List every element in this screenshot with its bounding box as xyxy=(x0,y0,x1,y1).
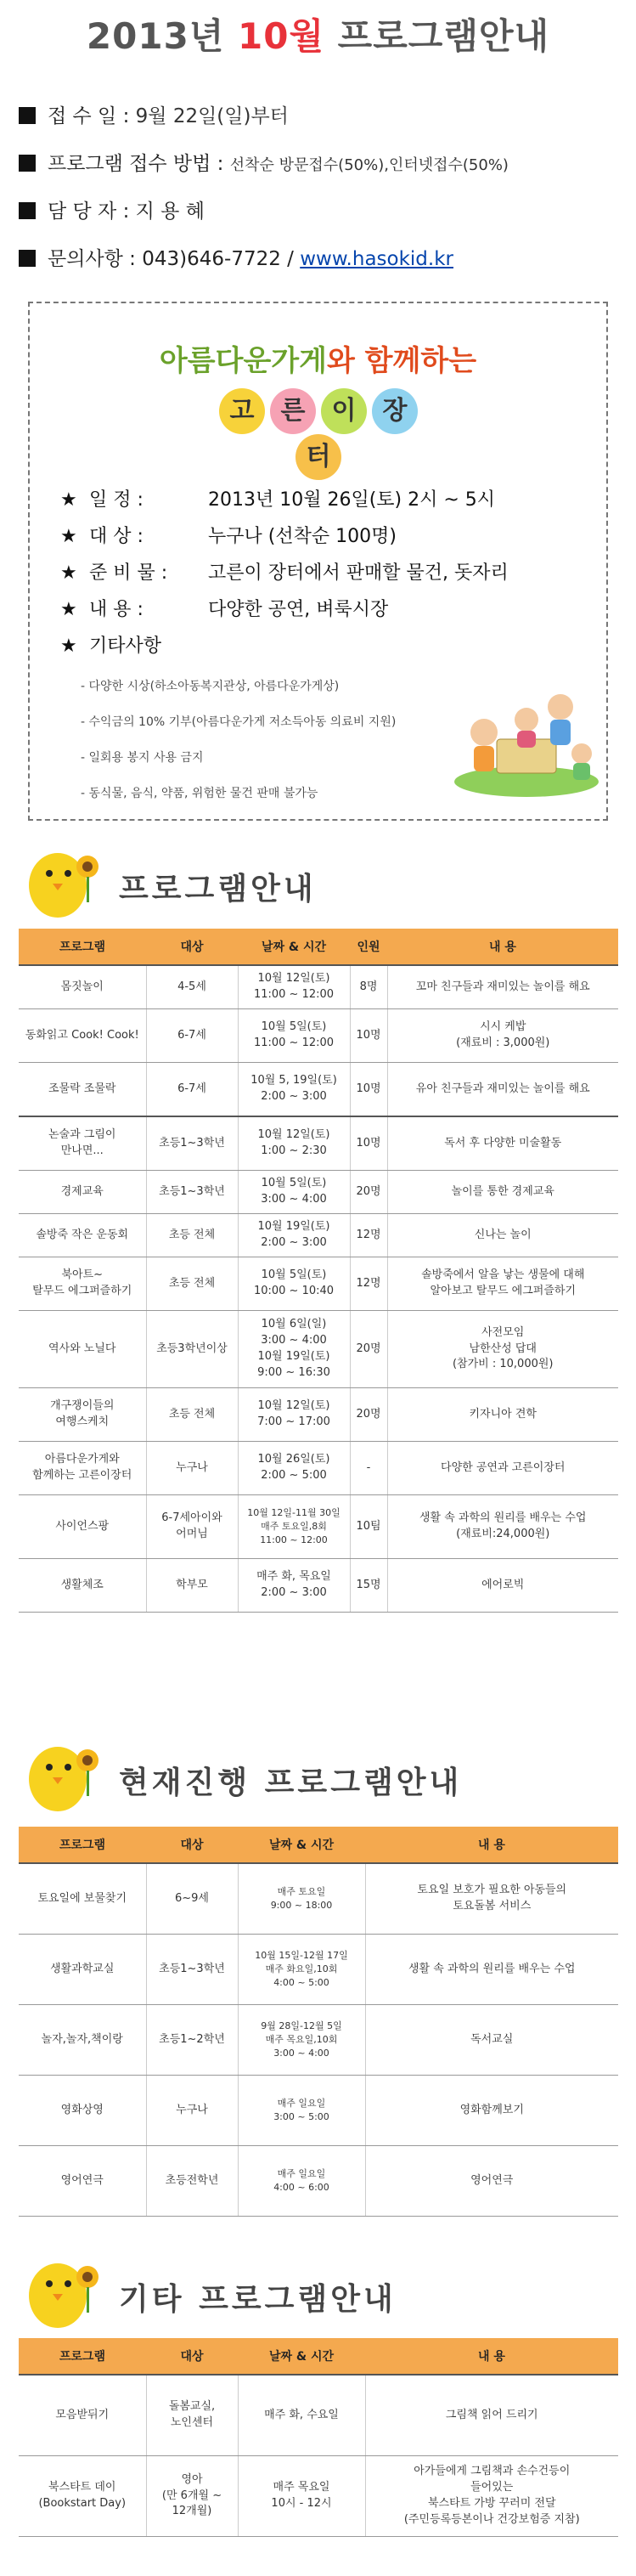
chick-mascot-icon xyxy=(15,1726,109,1820)
cell-datetime: 매주 화, 수요일 xyxy=(238,2375,365,2456)
section-program-header xyxy=(0,833,636,926)
cell-program: 개구쟁이들의 여행스케치 xyxy=(19,1388,146,1442)
info-reception: 접 수 일 : 9월 22일(일)부터 xyxy=(19,102,613,131)
cell-program: 영어연극 xyxy=(19,2146,146,2217)
cell-people: 8명 xyxy=(350,965,387,1009)
cell-datetime: 10월 12일-11월 30일 매주 토요일,8회 11:00 ~ 12:00 xyxy=(238,1495,350,1559)
table-row xyxy=(19,1495,618,1559)
cell-program: 동화읽고 Cook! Cook! xyxy=(19,1009,146,1063)
current-program-table xyxy=(19,1827,618,2217)
table-row xyxy=(19,1214,618,1257)
cell-program: 경제교육 xyxy=(19,1171,146,1214)
event-row-other: ★ 기타사항 xyxy=(60,636,162,657)
kids-illustration xyxy=(446,673,599,800)
info-contact: 문의사항 : 043)646-7722 / www.hasokid.kr xyxy=(19,245,613,274)
table-row xyxy=(19,1559,618,1613)
cell-people: 10명 xyxy=(350,1009,387,1063)
chick-mascot-icon xyxy=(15,833,109,926)
chick-mascot-icon xyxy=(15,2243,109,2336)
cell-target: 누구나 xyxy=(146,2076,238,2146)
cell-datetime: 매주 목요일 10시 - 12시 xyxy=(238,2456,365,2537)
bullet-square-icon xyxy=(19,155,36,172)
section-other-header xyxy=(0,2243,636,2336)
col-header-datetime: 날짜 & 시간 xyxy=(238,929,350,965)
section-current-header xyxy=(0,1726,636,1820)
cell-target: 학부모 xyxy=(146,1559,238,1613)
table-row xyxy=(19,2456,618,2537)
cell-content: 영어연극 xyxy=(365,2146,618,2217)
cell-content: 시시 케밥 (재료비 : 3,000원) xyxy=(387,1009,618,1063)
cell-datetime: 10월 26일(토) 2:00 ~ 5:00 xyxy=(238,1442,350,1495)
cell-program: 북아트~ 탈무드 에그퍼즐하기 xyxy=(19,1257,146,1311)
event-note: - 다양한 시상(하소아동복지관상, 아름다운가게상) xyxy=(81,680,340,693)
table-row xyxy=(19,965,618,1009)
cell-datetime: 10월 19일(토) 2:00 ~ 3:00 xyxy=(238,1214,350,1257)
cell-datetime: 매주 화, 목요일 2:00 ~ 3:00 xyxy=(238,1559,350,1613)
bullet-square-icon xyxy=(19,107,36,124)
col-header-target: 대상 xyxy=(146,1827,238,1863)
cell-people: 10명 xyxy=(350,1063,387,1117)
col-header-target: 대상 xyxy=(146,929,238,965)
cell-content: 신나는 놀이 xyxy=(387,1214,618,1257)
cell-program: 솔방죽 작은 운동회 xyxy=(19,1214,146,1257)
event-note: - 수익금의 10% 기부(아름다운가게 저소득아동 의료비 지원) xyxy=(81,715,397,729)
event-row-content: ★ 내 용 : 다양한 공연, 벼룩시장 xyxy=(60,599,389,620)
cell-target: 6-7세 xyxy=(146,1063,238,1117)
event-note: - 동식물, 음식, 약품, 위험한 물건 판매 불가능 xyxy=(81,787,318,800)
cell-program: 몸짓놀이 xyxy=(19,965,146,1009)
cell-program: 논술과 그림이 만나면... xyxy=(19,1116,146,1171)
cell-target: 누구나 xyxy=(146,1442,238,1495)
cell-content: 토요일 보호가 필요한 아동들의 토요돌봄 서비스 xyxy=(365,1863,618,1935)
table-row xyxy=(19,1171,618,1214)
cell-datetime: 10월 15일-12월 17일 매주 화요일,10회 4:00 ~ 5:00 xyxy=(238,1935,365,2005)
cell-target: 초등 전체 xyxy=(146,1388,238,1442)
cell-people: 20명 xyxy=(350,1311,387,1388)
cell-datetime: 10월 5일(토) 10:00 ~ 10:40 xyxy=(238,1257,350,1311)
bullet-square-icon xyxy=(19,250,36,267)
cell-target: 초등전학년 xyxy=(146,2146,238,2217)
cell-program: 사이언스팡 xyxy=(19,1495,146,1559)
cell-target: 초등1~3학년 xyxy=(146,1171,238,1214)
table-row xyxy=(19,2076,618,2146)
title-prefix: 2013년 xyxy=(86,15,238,57)
table-row xyxy=(19,1116,618,1171)
col-header-content: 내 용 xyxy=(387,929,618,965)
website-link[interactable]: www.hasokid.kr xyxy=(300,248,453,270)
cell-content: 놀이를 통한 경제교육 xyxy=(387,1171,618,1214)
cell-content: 영화함께보기 xyxy=(365,2076,618,2146)
cell-datetime: 매주 일요일 3:00 ~ 5:00 xyxy=(238,2076,365,2146)
cell-target: 6-7세 xyxy=(146,1009,238,1063)
table-row xyxy=(19,1257,618,1311)
cell-content: 꼬마 친구들과 재미있는 놀이를 해요 xyxy=(387,965,618,1009)
info-method: 프로그램 접수 방법 : 선착순 방문접수(50%),인터넷접수(50%) xyxy=(19,150,613,178)
bullet-square-icon xyxy=(19,202,36,219)
cell-content: 키자니아 견학 xyxy=(387,1388,618,1442)
cell-target: 초등 전체 xyxy=(146,1257,238,1311)
event-title: 아름다운가게와 함께하는 xyxy=(159,344,477,378)
cell-people: 12명 xyxy=(350,1214,387,1257)
table-row xyxy=(19,1863,618,1935)
cell-datetime: 9월 28일-12월 5일 매주 목요일,10회 3:00 ~ 4:00 xyxy=(238,2005,365,2076)
event-row-target: ★ 대 상 : 누구나 (선착순 100명) xyxy=(60,526,397,547)
event-row-supplies: ★ 준 비 물 : 고른이 장터에서 판매할 물건, 돗자리 xyxy=(60,562,509,584)
cell-program: 북스타트 데이 (Bookstart Day) xyxy=(19,2456,146,2537)
cell-datetime: 매주 일요일 4:00 ~ 6:00 xyxy=(238,2146,365,2217)
table-row xyxy=(19,1063,618,1117)
cell-target: 초등3학년이상 xyxy=(146,1311,238,1388)
cell-datetime: 10월 12일(토) 11:00 ~ 12:00 xyxy=(238,965,350,1009)
col-header-datetime: 날짜 & 시간 xyxy=(238,2338,365,2375)
cell-target: 4-5세 xyxy=(146,965,238,1009)
cell-people: 12명 xyxy=(350,1257,387,1311)
cell-content: 유아 친구들과 재미있는 놀이를 해요 xyxy=(387,1063,618,1117)
cell-content: 생활 속 과학의 원리를 배우는 수업 xyxy=(365,1935,618,2005)
cell-content: 에어로빅 xyxy=(387,1559,618,1613)
cell-program: 아름다운가게와 함께하는 고른이장터 xyxy=(19,1442,146,1495)
col-header-target: 대상 xyxy=(146,2338,238,2375)
col-header-content: 내 용 xyxy=(365,1827,618,1863)
table-row xyxy=(19,2146,618,2217)
page-title xyxy=(0,7,636,66)
cell-content: 솔방죽에서 알을 낳는 생물에 대해 알아보고 탈무드 에그퍼즐하기 xyxy=(387,1257,618,1311)
info-manager: 담 당 자 : 지 용 혜 xyxy=(19,197,613,226)
cell-program: 모음받뒤기 xyxy=(19,2375,146,2456)
table-row xyxy=(19,1311,618,1388)
cell-people: 10명 xyxy=(350,1116,387,1171)
cell-people: 20명 xyxy=(350,1171,387,1214)
cell-target: 초등 전체 xyxy=(146,1214,238,1257)
col-header-program: 프로그램 xyxy=(19,1827,146,1863)
cell-content: 그림책 읽어 드리기 xyxy=(365,2375,618,2456)
cell-program: 조물락 조물락 xyxy=(19,1063,146,1117)
cell-program: 영화상영 xyxy=(19,2076,146,2146)
cell-program: 토요일에 보물찾기 xyxy=(19,1863,146,1935)
section-title: 프로그램안내 xyxy=(119,872,317,907)
cell-content: 아가들에게 그림책과 손수건등이 들어있는 북스타트 가방 꾸러미 전달 (주민등록등본이나 건강보험증 지참) xyxy=(365,2456,618,2537)
cell-content: 생활 속 과학의 원리를 배우는 수업 (재료비:24,000원) xyxy=(387,1495,618,1559)
col-header-datetime: 날짜 & 시간 xyxy=(238,1827,365,1863)
cell-target: 초등1~2학년 xyxy=(146,2005,238,2076)
cell-content: 사전모임 남한산성 답대 (참가비 : 10,000원) xyxy=(387,1311,618,1388)
event-box xyxy=(28,302,608,821)
other-program-table xyxy=(19,2338,618,2537)
cell-target: 6-7세아이와 어머님 xyxy=(146,1495,238,1559)
table-row xyxy=(19,1009,618,1063)
cell-program: 생활체조 xyxy=(19,1559,146,1613)
cell-program: 역사와 노닐다 xyxy=(19,1311,146,1388)
cell-datetime: 매주 토요일 9:00 ~ 18:00 xyxy=(238,1863,365,1935)
cell-target: 돌봄교실, 노인센터 xyxy=(146,2375,238,2456)
cell-datetime: 10월 5일(토) 11:00 ~ 12:00 xyxy=(238,1009,350,1063)
cell-people: 20명 xyxy=(350,1388,387,1442)
table-row xyxy=(19,1388,618,1442)
program-table xyxy=(19,929,618,1613)
cell-datetime: 10월 6일(일) 3:00 ~ 4:00 10월 19일(토) 9:00 ~ 16:30 xyxy=(238,1311,350,1388)
cell-content: 다양한 공연과 고른이장터 xyxy=(387,1442,618,1495)
col-header-content: 내 용 xyxy=(365,2338,618,2375)
cell-target: 초등1~3학년 xyxy=(146,1935,238,2005)
table-row xyxy=(19,2005,618,2076)
cell-people: - xyxy=(350,1442,387,1495)
cell-datetime: 10월 12일(토) 1:00 ~ 2:30 xyxy=(238,1116,350,1171)
cell-datetime: 10월 12일(토) 7:00 ~ 17:00 xyxy=(238,1388,350,1442)
table-row xyxy=(19,1442,618,1495)
title-suffix: 프로그램안내 xyxy=(324,15,550,57)
cell-people: 10팀 xyxy=(350,1495,387,1559)
col-header-people: 인원 xyxy=(350,929,387,965)
cell-content: 독서교실 xyxy=(365,2005,618,2076)
table-row xyxy=(19,2375,618,2456)
event-subtitle: 고 른 이 장터 xyxy=(208,388,429,439)
cell-program: 생활과학교실 xyxy=(19,1935,146,2005)
section-title: 현재진행 프로그램안내 xyxy=(119,1765,463,1800)
cell-datetime: 10월 5일(토) 3:00 ~ 4:00 xyxy=(238,1171,350,1214)
table-row xyxy=(19,1935,618,2005)
cell-content: 독서 후 다양한 미술활동 xyxy=(387,1116,618,1171)
cell-target: 초등1~3학년 xyxy=(146,1116,238,1171)
col-header-program: 프로그램 xyxy=(19,929,146,965)
col-header-program: 프로그램 xyxy=(19,2338,146,2375)
cell-datetime: 10월 5, 19일(토) 2:00 ~ 3:00 xyxy=(238,1063,350,1117)
event-row-schedule: ★ 일 정 : 2013년 10월 26일(토) 2시 ~ 5시 xyxy=(60,489,496,511)
cell-people: 15명 xyxy=(350,1559,387,1613)
cell-target: 영아 (만 6개월 ~ 12개월) xyxy=(146,2456,238,2537)
event-note: - 일회용 봉지 사용 금지 xyxy=(81,751,204,765)
cell-program: 놀자,놀자,책이랑 xyxy=(19,2005,146,2076)
cell-target: 6~9세 xyxy=(146,1863,238,1935)
title-month: 10월 xyxy=(238,15,325,57)
section-title: 기타 프로그램안내 xyxy=(119,2282,397,2317)
